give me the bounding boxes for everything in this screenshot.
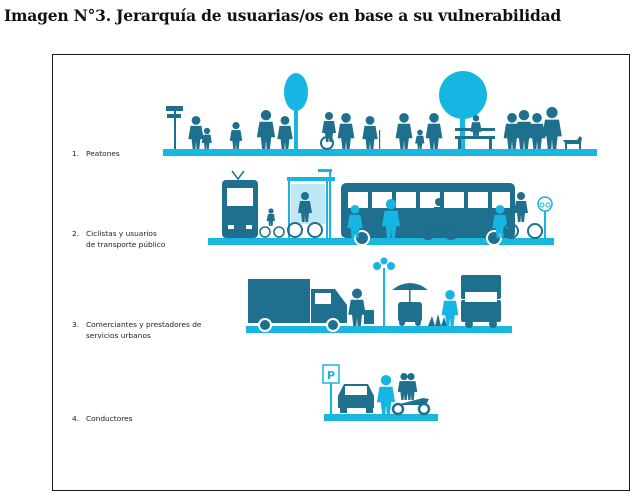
level-number: 3. — [72, 320, 80, 329]
bus-icon — [341, 183, 515, 245]
ground-line-3 — [246, 326, 512, 333]
figure-heading: Imagen N°3. Jerarquía de usuarias/os en base a su vulnerabilidad — [4, 6, 562, 25]
ground-line-2 — [208, 238, 554, 245]
level-4-conductores — [323, 365, 438, 421]
worker-icon — [348, 289, 374, 327]
level-text: Comerciantes y prestadores de — [86, 320, 202, 329]
pedestrian-icon — [188, 110, 292, 149]
level-2-ciclistas — [208, 169, 554, 245]
level-1-peatones — [163, 71, 597, 156]
parking-sign-letter: P — [326, 369, 336, 382]
cyclist-child-icon — [260, 208, 284, 237]
street-vendor-icon — [392, 283, 428, 326]
delivery-truck-icon — [248, 279, 347, 331]
level-text: servicios urbanos — [86, 330, 151, 340]
car-icon — [338, 384, 374, 413]
plants-icon — [428, 314, 447, 326]
bike-sign-icon — [538, 197, 552, 238]
street-lamp-icon — [373, 258, 395, 327]
level-text: Peatones — [86, 149, 120, 158]
level-number: 4. — [72, 414, 80, 423]
ground-line-1 — [163, 149, 597, 156]
level-number: 2. — [72, 229, 80, 238]
level-number: 1. — [72, 149, 80, 158]
bus-shelter-icon — [287, 169, 335, 238]
tram-icon — [222, 171, 258, 238]
signpost-icon — [166, 106, 183, 149]
level-text: Conductores — [86, 414, 133, 423]
level-3-comerciantes — [246, 258, 512, 334]
van-icon — [461, 275, 501, 328]
level-text: Ciclistas y usuarios — [86, 229, 157, 238]
ground-line-4 — [324, 414, 438, 421]
dog-icon — [563, 136, 582, 149]
motorcycle-icon — [393, 373, 429, 414]
level-text: de transporte público — [86, 239, 166, 249]
